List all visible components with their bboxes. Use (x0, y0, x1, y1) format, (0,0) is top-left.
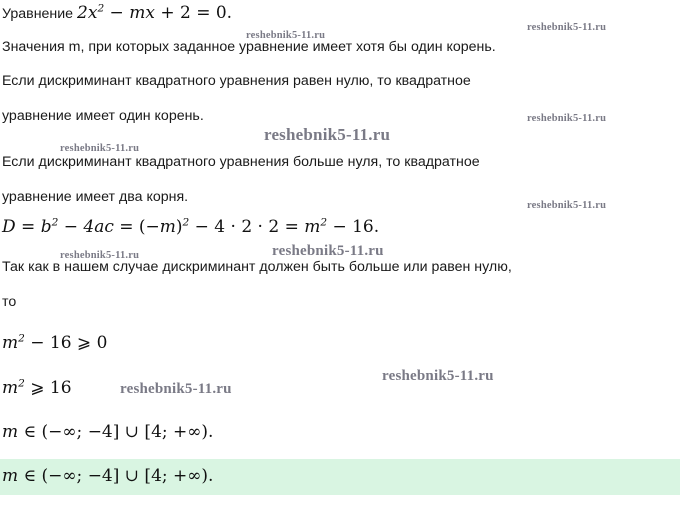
discriminant-positive-line-2: уравнение имеет два корня. (2, 189, 189, 205)
problem-statement-prefix: Уравнение (2, 6, 78, 22)
inequality-2: $m^2$ ⩾ 16 (2, 377, 72, 398)
solution-interval: m ∈ (−∞; −4] ∪ [4; +∞). (2, 422, 214, 442)
watermark: reshebnik5-11.ru (272, 243, 384, 259)
watermark: reshebnik5-11.ru (527, 200, 607, 211)
problem-statement-line (2, 4, 232, 23)
values-of-m-line: Значения m, при которых заданное уравнение имеет хотя бы один корень. (2, 39, 496, 55)
condition-line: Так как в нашем случае дискриминант должен быть больше или равен нулю, (2, 259, 512, 275)
watermark: reshebnik5-11.ru (60, 250, 140, 261)
problem-equation: $2x^2$ − mx + 2 = 0. (77, 2, 233, 23)
discriminant-zero-line-2: уравнение имеет один корень. (2, 108, 204, 124)
watermark: reshebnik5-11.ru (382, 368, 494, 384)
discriminant-positive-line-1: Если дискриминант квадратного уравнения больше нуля, то квадратное (2, 154, 480, 170)
watermark: reshebnik5-11.ru (60, 143, 140, 154)
discriminant-zero-line-1: Если дискриминант квадратного уравнения равен нулю, то квадратное (2, 73, 471, 89)
watermark: reshebnik5-11.ru (527, 22, 607, 33)
watermark: reshebnik5-11.ru (527, 113, 607, 124)
inequality-1: $m^2 - 16$ ⩾ 0 (2, 332, 108, 353)
watermark: reshebnik5-11.ru (264, 125, 391, 144)
condition-line-continued: то (2, 294, 17, 310)
watermark: reshebnik5-11.ru (120, 381, 232, 397)
answer-text: m ∈ (−∞; −4] ∪ [4; +∞). (2, 466, 214, 486)
discriminant-formula: $D = b^2 - 4ac = (-m)^2 - 4 \cdot 2 \cdot 2 = m^2 - 16$. (2, 216, 380, 237)
watermark: reshebnik5-11.ru (246, 30, 326, 41)
